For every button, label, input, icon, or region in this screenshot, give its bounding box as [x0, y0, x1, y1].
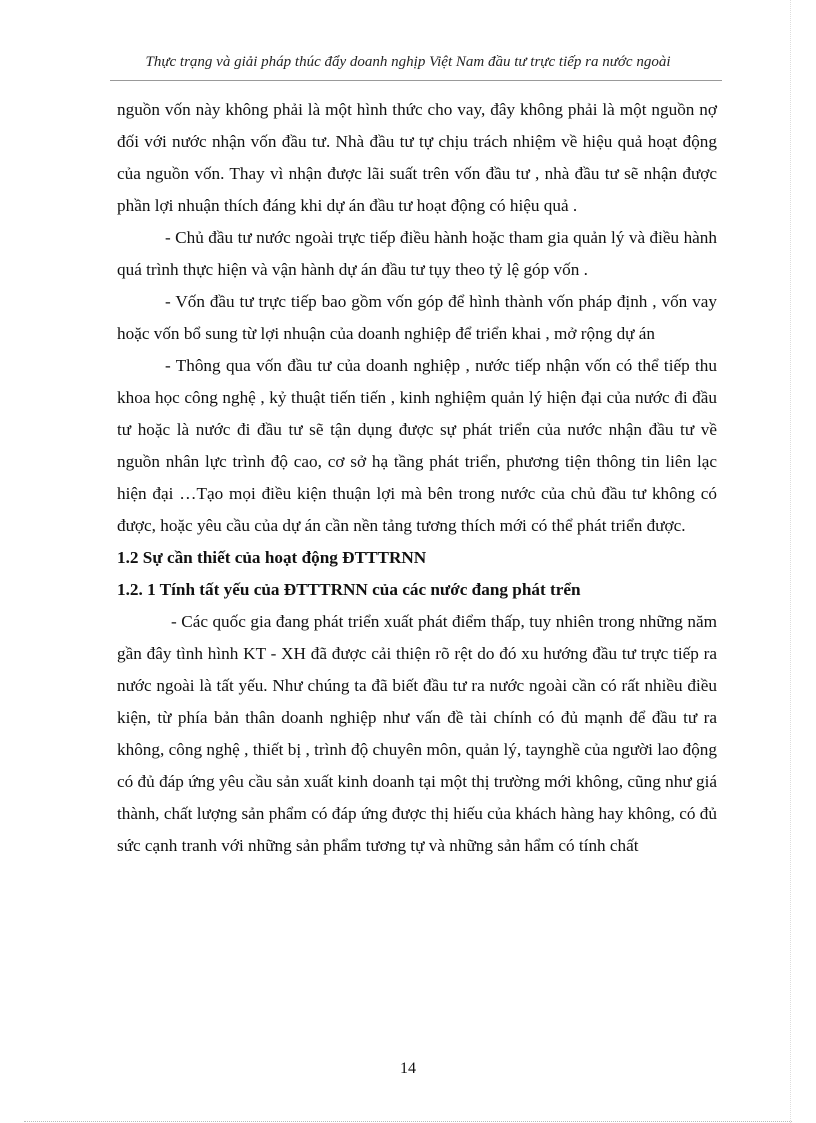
paragraph-bullet-developing-countries: - Các quốc gia đang phát triển xuất phát điểm thấp, tuy nhiên trong những năm gần đây tình hình KT - XH đã được cải thiện rõ rệt do đó xu hướng đầu tư trực tiếp ra nước ngoài là tất yếu. Như chúng ta đã biết đầu tư ra nước ngoài cần có rất nhiều điều kiện, từ phía bản thân doanh nghiệp như vấn đề tài chính có đủ mạnh để đầu tư ra không, công nghệ , thiết bị , trình độ chuyên môn, quản lý, taynghề của người lao động có đủ đáp ứng yêu cầu sản xuất kinh doanh tại một thị trường mới không, cũng như giá thành, chất lượng sản phẩm có đáp ứng được thị hiếu của khách hàng hay không, có đủ sức cạnh tranh với những sản phẩm tương tự và những sản hẩm có tính chất	[117, 612, 717, 855]
page-bottom-border	[24, 1121, 792, 1122]
running-header: Thực trạng và giải pháp thúc đẩy doanh nghịp Việt Nam đầu tư trực tiếp ra nước ngoài	[145, 54, 671, 70]
document-body	[117, 94, 717, 862]
paragraph-bullet-management: - Chủ đầu tư nước ngoài trực tiếp điều hành hoặc tham gia quản lý và điều hành quá trình thực hiện và vận hành dự án đầu tư tụy theo tỷ lệ góp vốn .	[117, 228, 717, 279]
header-divider	[110, 80, 722, 81]
paragraph-continuation: nguồn vốn này không phải là một hình thức cho vay, đây không phải là một nguồn nợ đối với nước nhận vốn đầu tư. Nhà đầu tư tự chịu trách nhiệm về hiệu quả hoạt động của nguồn vốn. Thay vì nhận được lãi suất trên vốn đầu tư , nhà đầu tư sẽ nhận được phần lợi nhuận thích đáng khi dự án đầu tư hoạt động có hiệu quả .	[117, 100, 717, 215]
paragraph-bullet-capital: - Vốn đầu tư trực tiếp bao gồm vốn góp để hình thành vốn pháp định , vốn vay hoặc vốn bổ sung từ lợi nhuận của doanh nghiệp để triển khai , mở rộng dự án	[117, 292, 717, 343]
page-number: 14	[400, 1060, 416, 1077]
paragraph-bullet-technology: - Thông qua vốn đầu tư của doanh nghiệp , nước tiếp nhận vốn có thể tiếp thu khoa học công nghệ , kỷ thuật tiến tiến , kinh nghiệm quản lý hiện đại của nước đi đầu tư hoặc là nước đi đầu tư sẽ tận dụng được sự phát triển của nước nhận đầu tư về nguồn nhân lực trình độ cao, cơ sở hạ tầng phát triển, phương tiện thông tin liên lạc hiện đại …Tạo mọi điều kiện thuận lợi mà bên trong nước của chủ đầu tư không có được, hoặc yêu cầu của dự án cần nền tảng tương thích mới có thể phát triển được.	[117, 356, 717, 535]
section-heading: 1.2 Sự cần thiết của hoạt động ĐTTTRNN	[117, 548, 427, 567]
subsection-heading: 1.2. 1 Tính tất yếu của ĐTTTRNN của các nước đang phát trển	[117, 580, 581, 599]
page-right-border	[790, 0, 791, 1123]
